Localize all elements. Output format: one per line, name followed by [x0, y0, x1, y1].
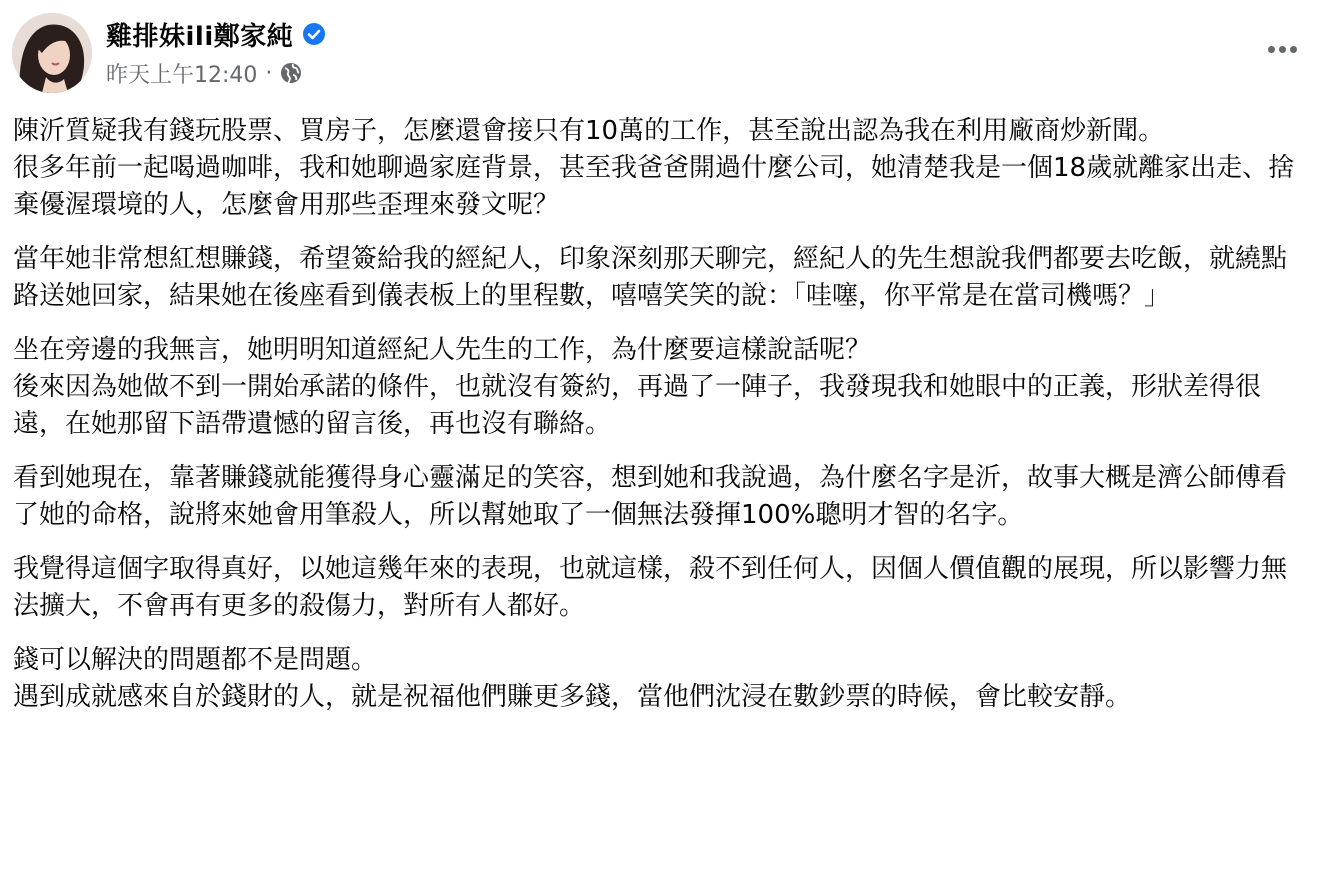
post-line: 坐在旁邊的我無言，她明明知道經紀人先生的工作，為什麼要這樣說話呢？ — [13, 335, 872, 365]
post-line: 後來因為她做不到一開始承諾的條件，也就沒有簽約，再過了一陣子，我發現我和她眼中的正義，形狀差得很遠，在她那留下語帶遺憾的留言後，再也沒有聯絡。 — [13, 372, 1262, 439]
post-paragraph — [13, 460, 1305, 534]
more-horizontal-icon — [1279, 46, 1286, 53]
post-line: 我覺得這個字取得真好，以她這幾年來的表現，也就這樣，殺不到任何人，因個人價值觀的展現，所以影響力無法擴大，不會再有更多的殺傷力，對所有人都好。 — [13, 554, 1288, 621]
post-meta — [106, 15, 325, 89]
more-horizontal-icon — [1290, 46, 1297, 53]
author-name[interactable]: 雞排妹ili鄭家純 — [106, 21, 294, 52]
post-line: 當年她非常想紅想賺錢，希望簽給我的經紀人，印象深刻那天聊完，經紀人的先生想說我們都要去吃飯，就繞點路送她回家，結果她在後座看到儀表板上的里程數，嘻嘻笑笑的說：「哇噻，你平常是在當司機嗎？」 — [13, 244, 1288, 311]
author-avatar[interactable] — [12, 13, 92, 93]
globe-icon[interactable] — [280, 62, 302, 84]
post-line: 看到她現在，靠著賺錢就能獲得身心靈滿足的笑容，想到她和我說過，為什麼名字是沂，故事大概是濟公師傅看了她的命格，說將來她會用筆殺人，所以幫她取了一個無法發揮100%聰明才智的名字。 — [13, 463, 1288, 530]
verified-badge-icon — [303, 23, 325, 45]
post-paragraph — [13, 551, 1305, 625]
post-paragraph — [13, 113, 1305, 224]
more-horizontal-icon — [1268, 46, 1275, 53]
post-time-row — [106, 57, 325, 89]
post-line: 很多年前一起喝過咖啡，我和她聊過家庭背景，甚至我爸爸開過什麼公司，她清楚我是一個18歲就離家出走、捨棄優渥環境的人，怎麼會用那些歪理來發文呢？ — [13, 153, 1295, 220]
meta-separator: · — [265, 60, 273, 86]
post-paragraph — [13, 642, 1305, 716]
post-paragraph — [13, 241, 1305, 315]
post-paragraph — [13, 332, 1305, 443]
post-timestamp[interactable]: 昨天上午12:40 — [106, 62, 258, 88]
post-line: 遇到成就感來自於錢財的人，就是祝福他們賺更多錢，當他們沈浸在數鈔票的時候，會比較安靜。 — [13, 682, 1132, 712]
post-line: 錢可以解決的問題都不是問題。 — [13, 645, 378, 675]
post-body — [13, 113, 1305, 733]
more-options-button[interactable] — [1262, 33, 1302, 65]
profile-photo-icon — [12, 13, 92, 93]
post-header — [12, 13, 1302, 97]
author-row — [106, 15, 325, 53]
post-line: 陳沂質疑我有錢玩股票、買房子，怎麼還會接只有10萬的工作，甚至說出認為我在利用廠商炒新聞。 — [13, 116, 1165, 146]
